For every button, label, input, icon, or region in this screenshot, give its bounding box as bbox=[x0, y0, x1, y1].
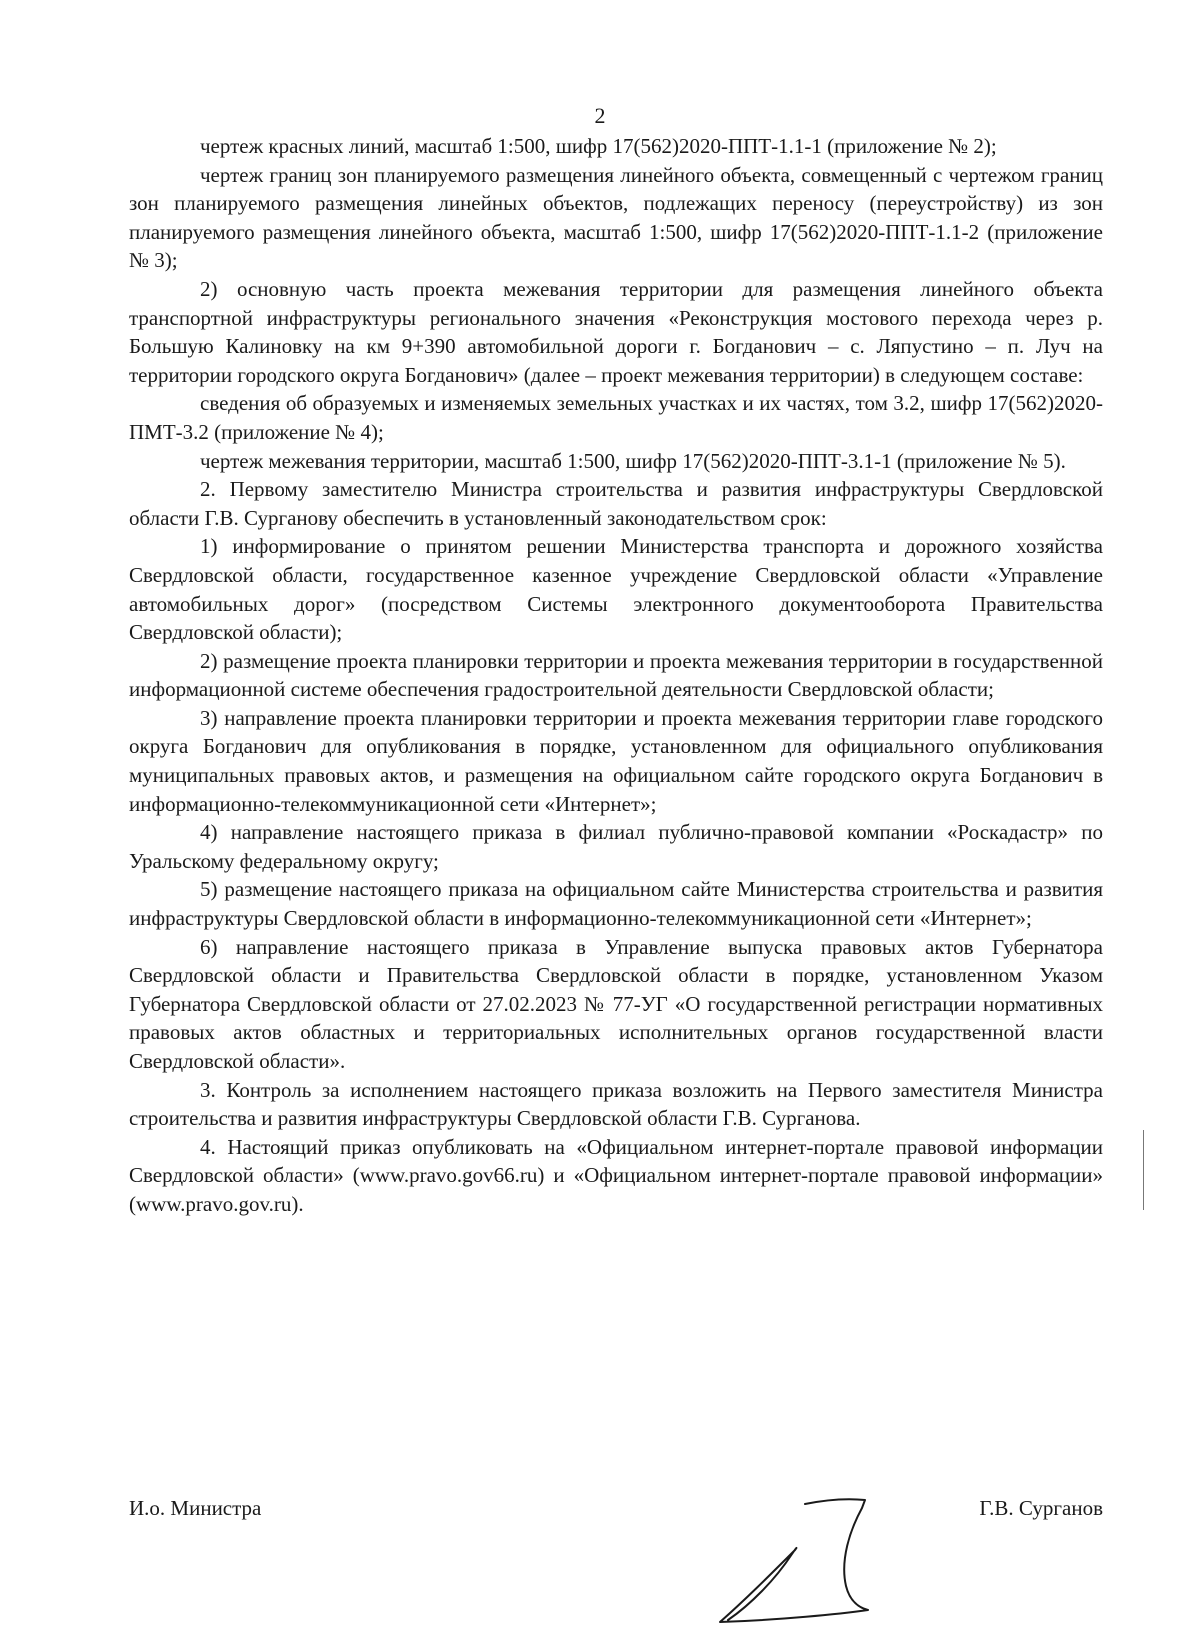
paragraph-item-3-control: 3. Контроль за исполнением настоящего приказа возложить на Первого заместителя Министра строительства и развития инфраструктуры Свердловской области Г.В. Сурганова. bbox=[129, 1077, 1103, 1131]
paragraph-subitem-6-legal-acts: 6) направление настоящего приказа в Управление выпуска правовых актов Губернатора Свердловской области и Правительства Свердловской области в порядке, установленном Указом Губернатора Свердловской области от 27.02.2023 № 77-УГ «О государственной регистрации нормативных правовых актов областных и территориальных исполнительных органов государственной власти Свердловской области». bbox=[129, 934, 1103, 1073]
paragraph-subitem-2-placement: 2) размещение проекта планировки территории и проекта межевания территории в государственной информационной системе обеспечения градостроительной деятельности Свердловской области; bbox=[129, 648, 1103, 702]
signatory-name: Г.В. Сурганов bbox=[979, 1496, 1103, 1520]
paragraph-zones-drawing: чертеж границ зон планируемого размещения линейного объекта, совмещенный с чертежом границ зон планируемого размещения линейных объектов, подлежащих переносу (переустройству) из зон планируемого размещения линейного объекта, масштаб 1:500, шифр 17(562)2020-ППТ-1.1-2 (приложение № 3); bbox=[129, 162, 1103, 273]
paragraph-item-4-publish: 4. Настоящий приказ опубликовать на «Официальном интернет-портале правовой информации Свердловской области» (www.pravo.gov66.ru) и «Официальном интернет-портале правовой информации» (www.pravo.gov.ru). bbox=[129, 1134, 1103, 1216]
signature-block bbox=[129, 1494, 1103, 1534]
paragraph-subitem-5-website: 5) размещение настоящего приказа на официальном сайте Министерства строительства и развития инфраструктуры Свердловской области в информационно-телекоммуникационной сети «Интернет»; bbox=[129, 877, 1103, 931]
paragraph-land-plots-info: сведения об образуемых и изменяемых земельных участках и их частях, том 3.2, шифр 17(562)2020-ПМТ-3.2 (приложение № 4); bbox=[129, 391, 1103, 444]
paragraph-survey-main-part: 2) основную часть проекта межевания территории для размещения линейного объекта транспортной инфраструктуры регионального значения «Реконструкция мостового перехода через р. Большую Калиновку на км 9+390 автомобильной дороги г. Богданович – с. Ляпустино – п. Луч на территории городского округа Богданович» (далее – проект межевания территории) в следующем составе: bbox=[129, 276, 1103, 387]
page-number: 2 bbox=[594, 103, 606, 128]
paragraph-subitem-4-roskadastr: 4) направление настоящего приказа в филиал публично-правовой компании «Роскадастр» по Уральскому федеральному округу; bbox=[129, 820, 1103, 873]
handwritten-signature bbox=[700, 1490, 900, 1640]
paragraph-survey-drawing: чертеж межевания территории, масштаб 1:500, шифр 17(562)2020-ППТ-3.1-1 (приложение № 5). bbox=[200, 448, 1066, 473]
paragraph-subitem-3-direction: 3) направление проекта планировки территории и проекта межевания территории главе городского округа Богданович для опубликования в порядке, установленном для официального опубликования муниципальных правовых актов, и размещения на официальном сайте городского округа Богданович в информационно-телекоммуникационной сети «Интернет»; bbox=[129, 705, 1103, 816]
signatory-title: И.о. Министра bbox=[129, 1496, 262, 1520]
paragraph-red-lines-drawing: чертеж красных линий, масштаб 1:500, шифр 17(562)2020-ППТ-1.1-1 (приложение № 2); bbox=[200, 134, 997, 158]
paragraph-item-2-deputy: 2. Первому заместителю Министра строительства и развития инфраструктуры Свердловской области Г.В. Сурганову обеспечить в установленный законодательством срок: bbox=[129, 477, 1103, 530]
paragraph-subitem-1-inform: 1) информирование о принятом решении Министерства транспорта и дорожного хозяйства Свердловской области, государственное казенное учреждение Свердловской области «Управление автомобильных дорог» (посредством Системы электронного документооборота Правительства Свердловской области); bbox=[129, 534, 1103, 645]
document-body bbox=[129, 132, 1103, 1219]
scan-line-artifact bbox=[1143, 1130, 1144, 1210]
